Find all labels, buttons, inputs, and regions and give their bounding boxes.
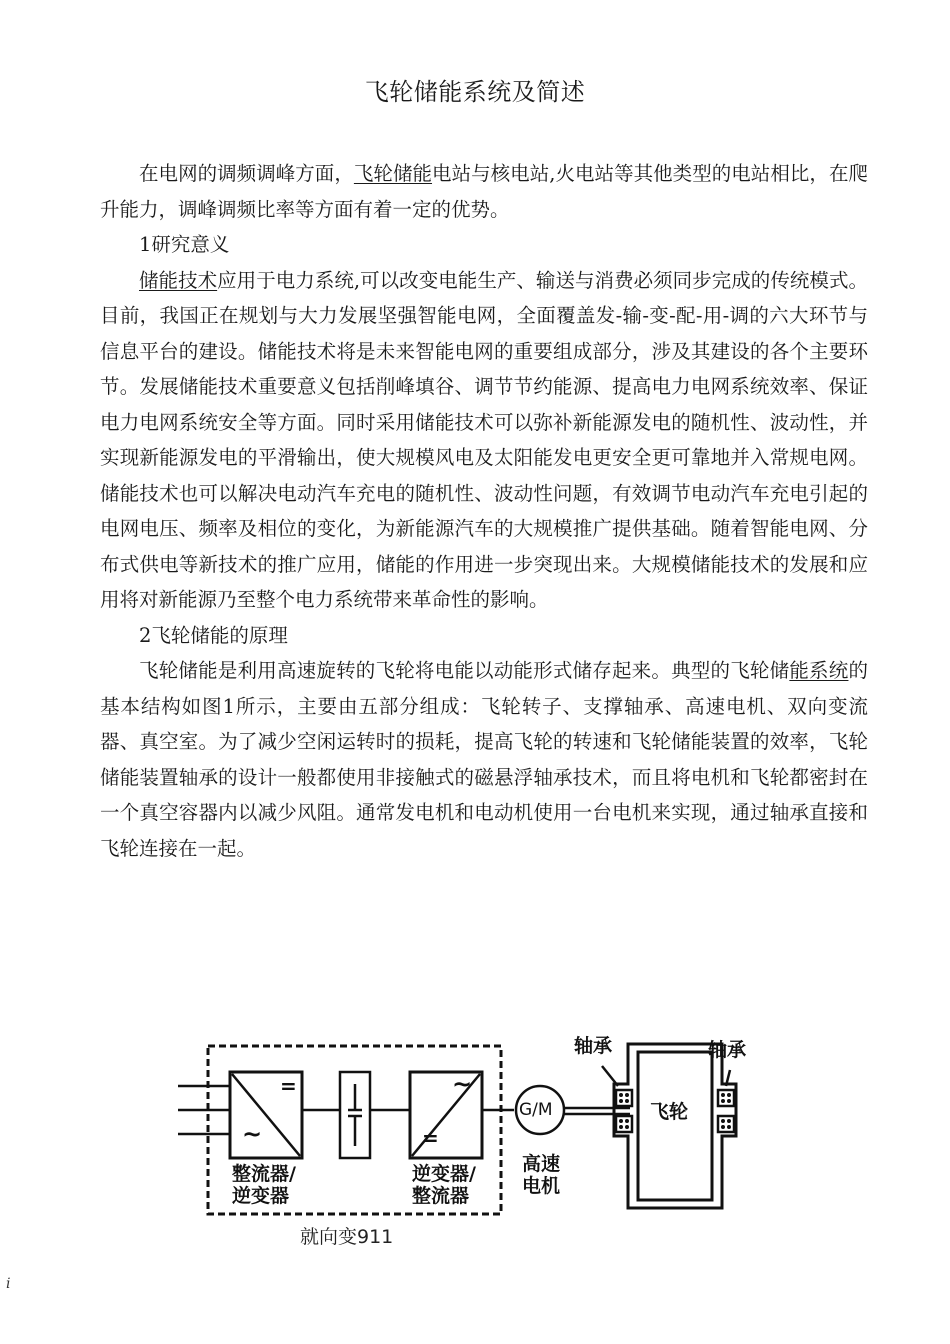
figure-caption: 就向变911 bbox=[300, 1226, 394, 1248]
document-body bbox=[100, 156, 868, 866]
page-title: 飞轮储能系统及简述 bbox=[364, 78, 586, 106]
bearing-label-right: 轴承 bbox=[708, 1039, 747, 1061]
bearing-block-right-bottom bbox=[718, 1116, 734, 1132]
intro-text-before: 在电网的调频调峰方面， bbox=[139, 162, 354, 185]
inverter-label-line1: 逆变器/ bbox=[412, 1163, 476, 1185]
inverter-ac-symbol: ~ bbox=[452, 1070, 473, 1098]
bearing-block-right-top bbox=[718, 1090, 734, 1106]
motor-label-line1: 高速 bbox=[522, 1153, 561, 1175]
rectifier-ac-symbol: ~ bbox=[242, 1120, 263, 1148]
section-heading-1: 1研究意义 bbox=[139, 233, 230, 256]
link-storage-technology[interactable]: 储能技术 bbox=[139, 268, 218, 292]
section2-text-after: 的基本结构如图1所示，主要由五部分组成：飞轮转子、支撑轴承、高速电机、双向变流器、真空室。为了减少空闲运转时的损耗，提高飞轮的转速和飞轮储能装置的效率，飞轮储能装置轴承的设计一般都使用非接触式的磁悬浮轴承技术，而且将电机和飞轮都密封在一个真空容器内以减少风阻。通常发电机和电动机使用一台电机来实现，通过轴承直接和飞轮连接在一起。 bbox=[100, 659, 868, 860]
flywheel-rotor bbox=[638, 1052, 712, 1200]
intro-text-after: 电站与核电站,火电站等其他类型的电站相比，在爬升能力，调峰调频比率等方面有着一定的优势。 bbox=[100, 162, 868, 221]
section1-paragraph bbox=[100, 263, 868, 618]
margin-mark: i bbox=[6, 1276, 11, 1292]
link-energy-system[interactable]: 能系统 bbox=[789, 659, 849, 682]
flywheel-label: 飞轮 bbox=[650, 1101, 689, 1123]
section-heading-2: 2飞轮储能的原理 bbox=[139, 623, 288, 647]
motor-symbol: G/M bbox=[519, 1100, 553, 1120]
section1-text: 应用于电力系统,可以改变电能生产、输送与消费必须同步完成的传统模式。目前，我国正在规划与大力发展坚强智能电网，全面覆盖发-输-变-配-用-调的六大环节与信息平台的建设。储能技术将是未来智能电网的重要组成部分，涉及其建设的各个主要环节。发展储能技术重要意义包括削峰填谷、调节节约能源、提高电力电网系统效率、保证电力电网系统安全等方面。同时采用储能技术可以弥补新能源发电的随机性、波动性，并实现新能源发电的平滑输出，使大规模风电及太阳能发电更安全更可靠地并入常规电网。储能技术也可以解决电动汽车充电的随机性、波动性问题，有效调节电动汽车充电引起的电网电压、频率及相位的变化，为新能源汽车的大规模推广提供基础。随着智能电网、分布式供电等新技术的推广应用，储能的作用进一步突现出来。大规模储能技术的发展和应用将对新能源乃至整个电力系统带来革命性的影响。 bbox=[100, 268, 868, 611]
inverter-dc-symbol: = bbox=[422, 1126, 439, 1150]
link-flywheel-storage[interactable]: 飞轮储能 bbox=[353, 162, 433, 185]
rectifier-label-line1: 整流器/ bbox=[232, 1163, 296, 1185]
bearing-label-left: 轴承 bbox=[574, 1035, 613, 1057]
flywheel-system-diagram bbox=[170, 1024, 770, 1249]
bearing-block-left-bottom bbox=[616, 1116, 632, 1132]
section2-paragraph bbox=[100, 653, 868, 866]
rectifier-label-line2: 逆变器 bbox=[232, 1185, 290, 1207]
rectifier-dc-symbol: = bbox=[280, 1074, 297, 1098]
motor-label-line2: 电机 bbox=[522, 1175, 561, 1197]
section2-text-before: 飞轮储能是利用高速旋转的飞轮将电能以动能形式储存起来。典型的飞轮储 bbox=[139, 659, 790, 682]
intro-paragraph bbox=[100, 156, 868, 227]
bearing-block-left-top bbox=[616, 1090, 632, 1106]
inverter-label-line2: 整流器 bbox=[412, 1185, 470, 1207]
